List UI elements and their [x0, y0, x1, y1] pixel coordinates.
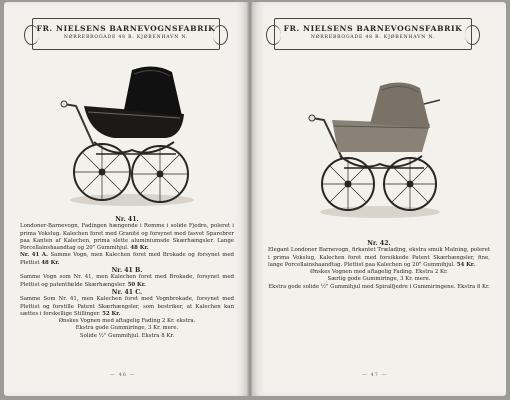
extra-note: Ønskes Vognen med aftagelig Fading. Ekstra 2 Kr.	[310, 269, 448, 276]
firm-header-left	[32, 18, 220, 50]
firm-name: FR. NIELSENS BARNEVOGNSFABRIK	[283, 24, 463, 33]
model-41b-title: Nr. 41 B.	[111, 267, 143, 275]
flourish-ornament	[266, 25, 281, 45]
model-41b-description: Samme Vogn som Nr. 41, men Kalechen foret med Brokade, forsynet med Plettist og patentfælde Skærhængsler.	[20, 274, 234, 288]
page-number-right: — 47 —	[362, 372, 388, 378]
model-42-price: 54 Kr.	[456, 261, 476, 268]
model-41-description: Londoner-Barnevogn, Fadingen hængende i Remme i solide Fjedre, poleret i prima Vokslug. Kalechen foret med Granité og forsynet med fasvet Sparebrer paa Kanten af Kalechen, prima slette aluminiumsde Skærhængsler. Lange Porcellainshaandtag og 20" Gummihjul.	[20, 223, 234, 252]
model-41-title: Nr. 41.	[115, 216, 139, 223]
flourish-ornament	[213, 25, 228, 45]
model-41c-title: Nr. 41 C.	[111, 288, 143, 296]
flourish-ornament	[465, 25, 480, 45]
left-page	[4, 2, 248, 396]
firm-header-right	[274, 18, 472, 50]
pram-42-illustration	[304, 74, 454, 224]
firm-name: FR. NIELSENS BARNEVOGNSFABRIK	[36, 24, 216, 33]
pram-41-illustration	[54, 54, 204, 214]
model-41b-price: 50 Kr.	[127, 281, 146, 288]
extra-note: Ønskes Vognen med aftagelig Fading 2 Kr. ekstra.	[58, 318, 196, 325]
page-number-left: — 46 —	[110, 372, 136, 378]
extra-note: Ekstra gode solide ½" Gummihjul med Spiralfjedre i Gummiringene. Ekstra 8 Kr.	[268, 283, 490, 290]
firm-address: NØRREBROGADE 48 B. KJØBENHAVN N.	[63, 35, 189, 40]
extra-note: Særlig gode Gummiringe, 3 Kr. mere.	[327, 276, 431, 283]
model-41c-price: 52 Kr.	[102, 310, 121, 317]
model-42-description: Elegant Londoner Barnevogn, firkantet Trælading, ekstra smuk Malning, poleret i prima Vokslug, Kalechen foret med forsikkede Patent Skærhængsler, fine, lange Porcellainshaandtag. Plettist paa Kalechen og 20" Gummihjul.	[268, 247, 490, 268]
model-41-price: 48 Kr.	[130, 245, 149, 252]
extra-note: Solide ½" Gummihjul. Ekstra 8 Kr.	[79, 332, 175, 339]
model-41a-price: 48 Kr.	[41, 259, 60, 266]
right-page	[252, 2, 506, 396]
model-41c-description: Samme Som Nr. 41, men Kalechen foret med Vognbrokade, forsynet med Plettist og forstille Patent Skærhængsler, som bestriker, at Kalechen kan sættes i forskellige Stillinger.	[20, 296, 234, 317]
flourish-ornament	[24, 25, 39, 45]
model-41a-title: Nr. 41 A.	[20, 252, 48, 259]
model-42-title: Nr. 42.	[367, 240, 391, 247]
model-41a-description: Samme Vogn, men Kalechen foret med Brokade og forsynet med Plettist	[20, 252, 235, 266]
firm-address: NØRREBROGADE 48 B. KJØBENHAVN N.	[310, 35, 436, 40]
extra-note: Ekstra gode Gummiringe, 3 Kr. mere.	[75, 325, 179, 332]
